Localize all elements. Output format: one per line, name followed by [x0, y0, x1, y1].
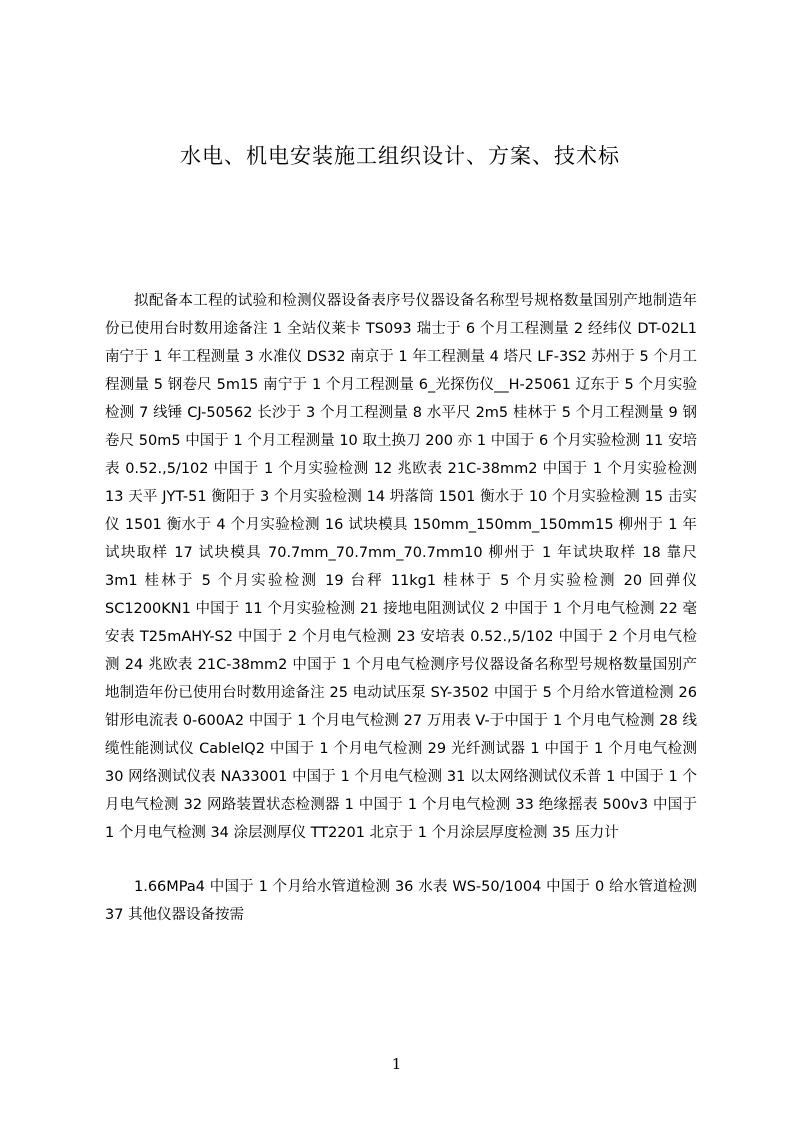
document-title: 水电、机电安装施工组织设计、方案、技术标 — [180, 144, 620, 168]
page-number: 1 — [391, 1055, 402, 1073]
equipment-list-paragraph: 拟配备本工程的试验和检测仪器设备表序号仪器设备名称型号规格数量国别产地制造年份已使用台时数用途备注 1 全站仪莱卡 TS093 瑞士于 6 个月工程测量 2 经纬仪 DT-02L1 南宁于 1 年工程测量 3 水准仪 DS32 南京于 1 年工程测量 4 塔尺 LF-3S2 苏州于 5 个月工程测量 5 钢卷尺 5m15 南宁于 1 个月工程测量 6_光探伤仪__H-25061 辽东于 5 个月实验检测 7 线锤 CJ-50562 长沙于 3 个月工程测量 8 水平尺 2m5 桂林于 5 个月工程测量 9 钢卷尺 50m5 中国于 1 个月工程测量 10 取土换刀 200 亦 1 中国于 6 个月实验检测 11 安培表 0.52.,5/102 中国于 1 个月实验检测 12 兆欧表 21C-38mm2 中国于 1 个月实验检测 13 天平 JYT-51 衡阳于 3 个月实验检测 14 坍落筒 1501 衡水于 10 个月实验检测 15 击实仪 1501 衡水于 4 个月实验检测 16 试块模具 150mm_150mm_150mm15 柳州于 1 年试块取样 17 试块模具 70.7mm_70.7mm_70.7mm10 柳州于 1 年试块取样 18 靠尺 3m1 桂林于 5 个月实验检测 19 台秤 11kg1 桂林于 5 个月实验检测 20 回弹仪 SC1200KN1 中国于 11 个月实验检测 21 接地电阻测试仪 2 中国于 1 个月电气检测 22 毫安表 T25mAHY-S2 中国于 2 个月电气检测 23 安培表 0.52.,5/102 中国于 2 个月电气检测 24 兆欧表 21C-38mm2 中国于 1 个月电气检测序号仪器设备名称型号规格数量国别产地制造年份已使用台时数用途备注 25 电动试压泵 SY-3502 中国于 5 个月给水管道检测 26 钳形电流表 0-600A2 中国于 1 个月电气检测 27 万用表 V-于中国于 1 个月电气检测 28 线缆性能测试仪 CablelQ2 中国于 1 个月电气检测 29 光纤测试器 1 中国于 1 个月电气检测 30 网络测试仪表 NA33001 中国于 1 个月电气检测 31 以太网络测试仪禾普 1 中国于 1 个月电气检测 32 网路装置状态检测器 1 中国于 1 个月电气检测 33 绝缘摇表 500v3 中国于 1 个月电气检测 34 涂层测厚仪 TT2201 北京于 1 个月涂层厚度检测 35 压力计 — [105, 293, 697, 841]
equipment-list-continuation-paragraph: 1.66MPa4 中国于 1 个月给水管道检测 36 水表 WS-50/1004 中国于 0 给水管道检测 37 其他仪器设备按需 — [105, 879, 697, 923]
